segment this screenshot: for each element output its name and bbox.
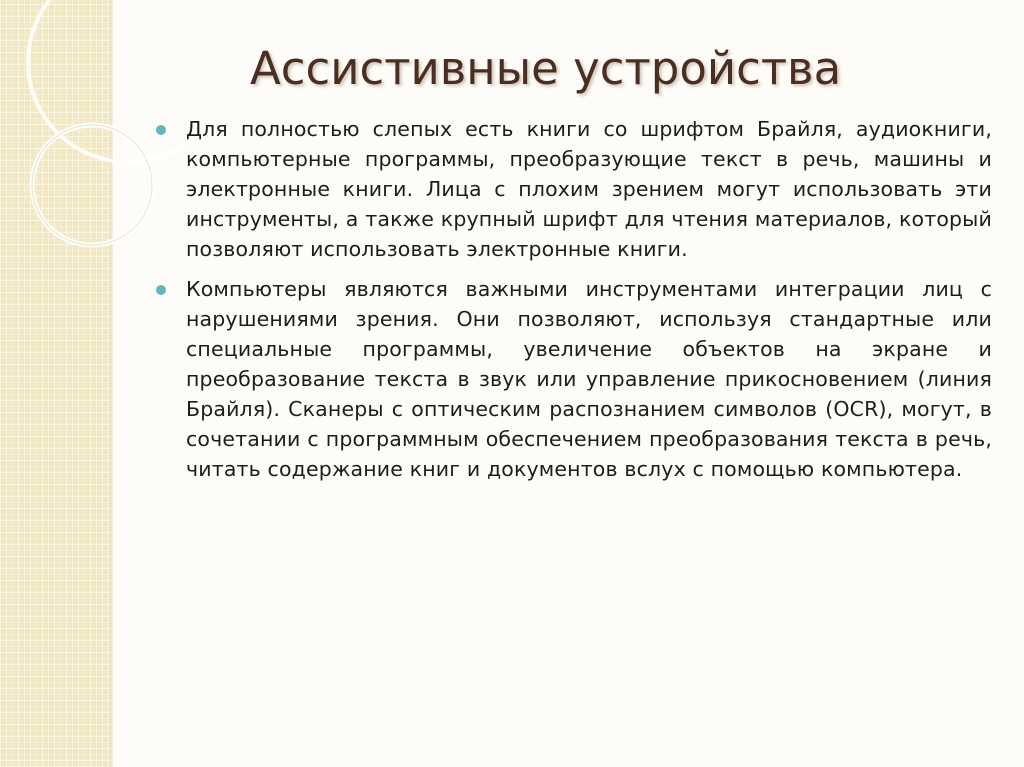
bullet-list	[154, 114, 992, 494]
bullet-text: Компьютеры являются важными инструментами интеграции лиц с нарушениями зрения. Они позволяют, используя стандартные или специальные программы, увеличение объектов на экране и преобразование текста в звук или управление прикосновением (линия Брайля). Сканеры с оптическим распознанием символов (OCR), могут, в сочетании с программным обеспечением преобразования текста в речь, читать содержание книг и документов вслух с помощью компьютера.	[186, 277, 992, 481]
bullet-item	[154, 114, 992, 264]
bullet-dot-icon	[156, 285, 166, 295]
bullet-dot-icon	[156, 125, 166, 135]
bullet-item	[154, 274, 992, 484]
side-band-edge	[110, 0, 113, 767]
slide-title: Ассистивные устройства	[250, 42, 842, 95]
bullet-text: Для полностью слепых есть книги со шрифтом Брайля, аудиокниги, компьютерные программы, преобразующие текст в речь, машины и электронные книги. Лица с плохим зрением могут использовать эти инструменты, а также крупный шрифт для чтения материалов, который позволяют использовать электронные книги.	[186, 117, 992, 261]
decorative-side-band	[0, 0, 110, 767]
